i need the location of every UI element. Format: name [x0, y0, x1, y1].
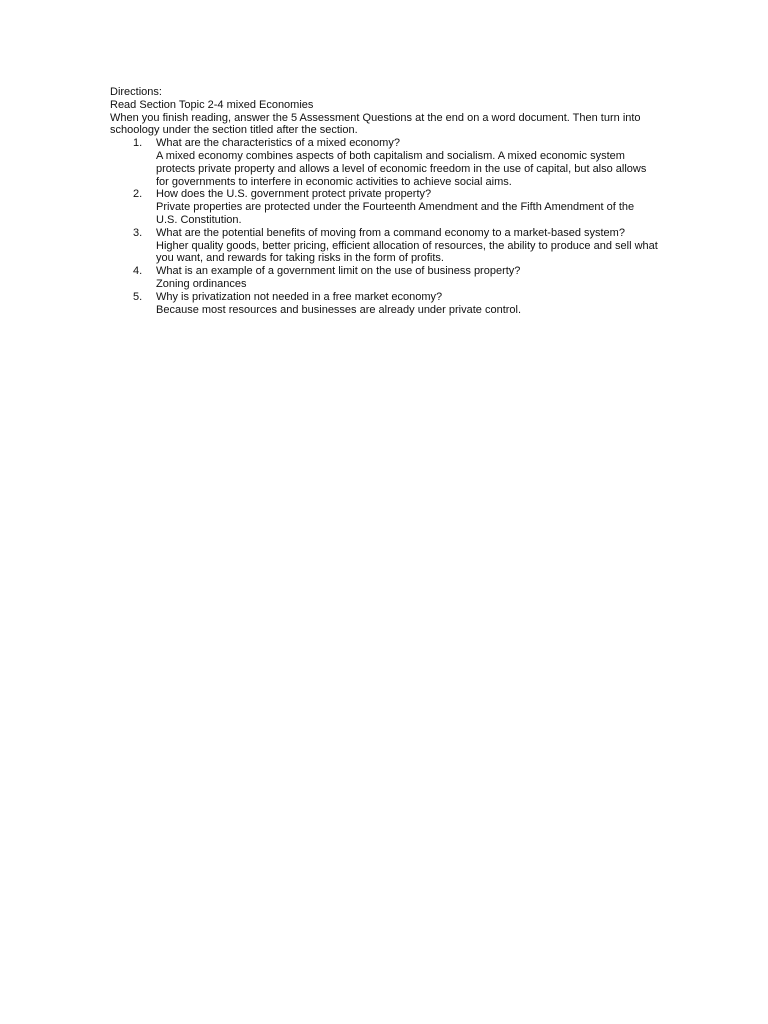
question-number: 1. [133, 137, 143, 150]
answer-text: Higher quality goods, better pricing, efficient allocation of resources, the ability to produce and sell what you want, and rewards for taking risks in the form of profits. [156, 239, 658, 265]
list-item [110, 137, 658, 188]
question-text: What are the potential benefits of moving from a command economy to a market-based system? [156, 226, 625, 239]
question-text: What is an example of a government limit on the use of business property? [156, 265, 521, 278]
instructions-paragraph: When you finish reading, answer the 5 Assessment Questions at the end on a word document. Then turn into schoology under the section titled after the section. [110, 111, 641, 137]
answer-text: Private properties are protected under the Fourteenth Amendment and the Fifth Amendment of the U.S. Constitution. [156, 201, 635, 226]
read-section-line: Read Section Topic 2-4 mixed Economies [110, 98, 314, 111]
list-item [110, 265, 658, 291]
answer-text: A mixed economy combines aspects of both capitalism and socialism. A mixed economic system protects private property and allows a level of economic freedom in the use of capital, but also allows for governments to interfere in economic activities to achieve social aims. [156, 149, 647, 188]
question-number: 4. [133, 265, 143, 278]
list-item [110, 227, 658, 265]
directions-label: Directions: [110, 86, 162, 98]
document-body [110, 86, 658, 316]
question-text: Why is privatization not needed in a free market economy? [156, 290, 443, 303]
answer-text: Zoning ordinances [156, 277, 247, 290]
question-text: What are the characteristics of a mixed economy? [156, 137, 400, 150]
question-number: 2. [133, 188, 143, 201]
assessment-questions-list [110, 137, 658, 316]
question-text: How does the U.S. government protect private property? [156, 188, 432, 201]
answer-text: Because most resources and businesses are already under private control. [156, 303, 522, 316]
list-item [110, 188, 658, 226]
question-number: 3. [133, 226, 143, 239]
question-number: 5. [133, 290, 143, 303]
list-item [110, 291, 658, 317]
